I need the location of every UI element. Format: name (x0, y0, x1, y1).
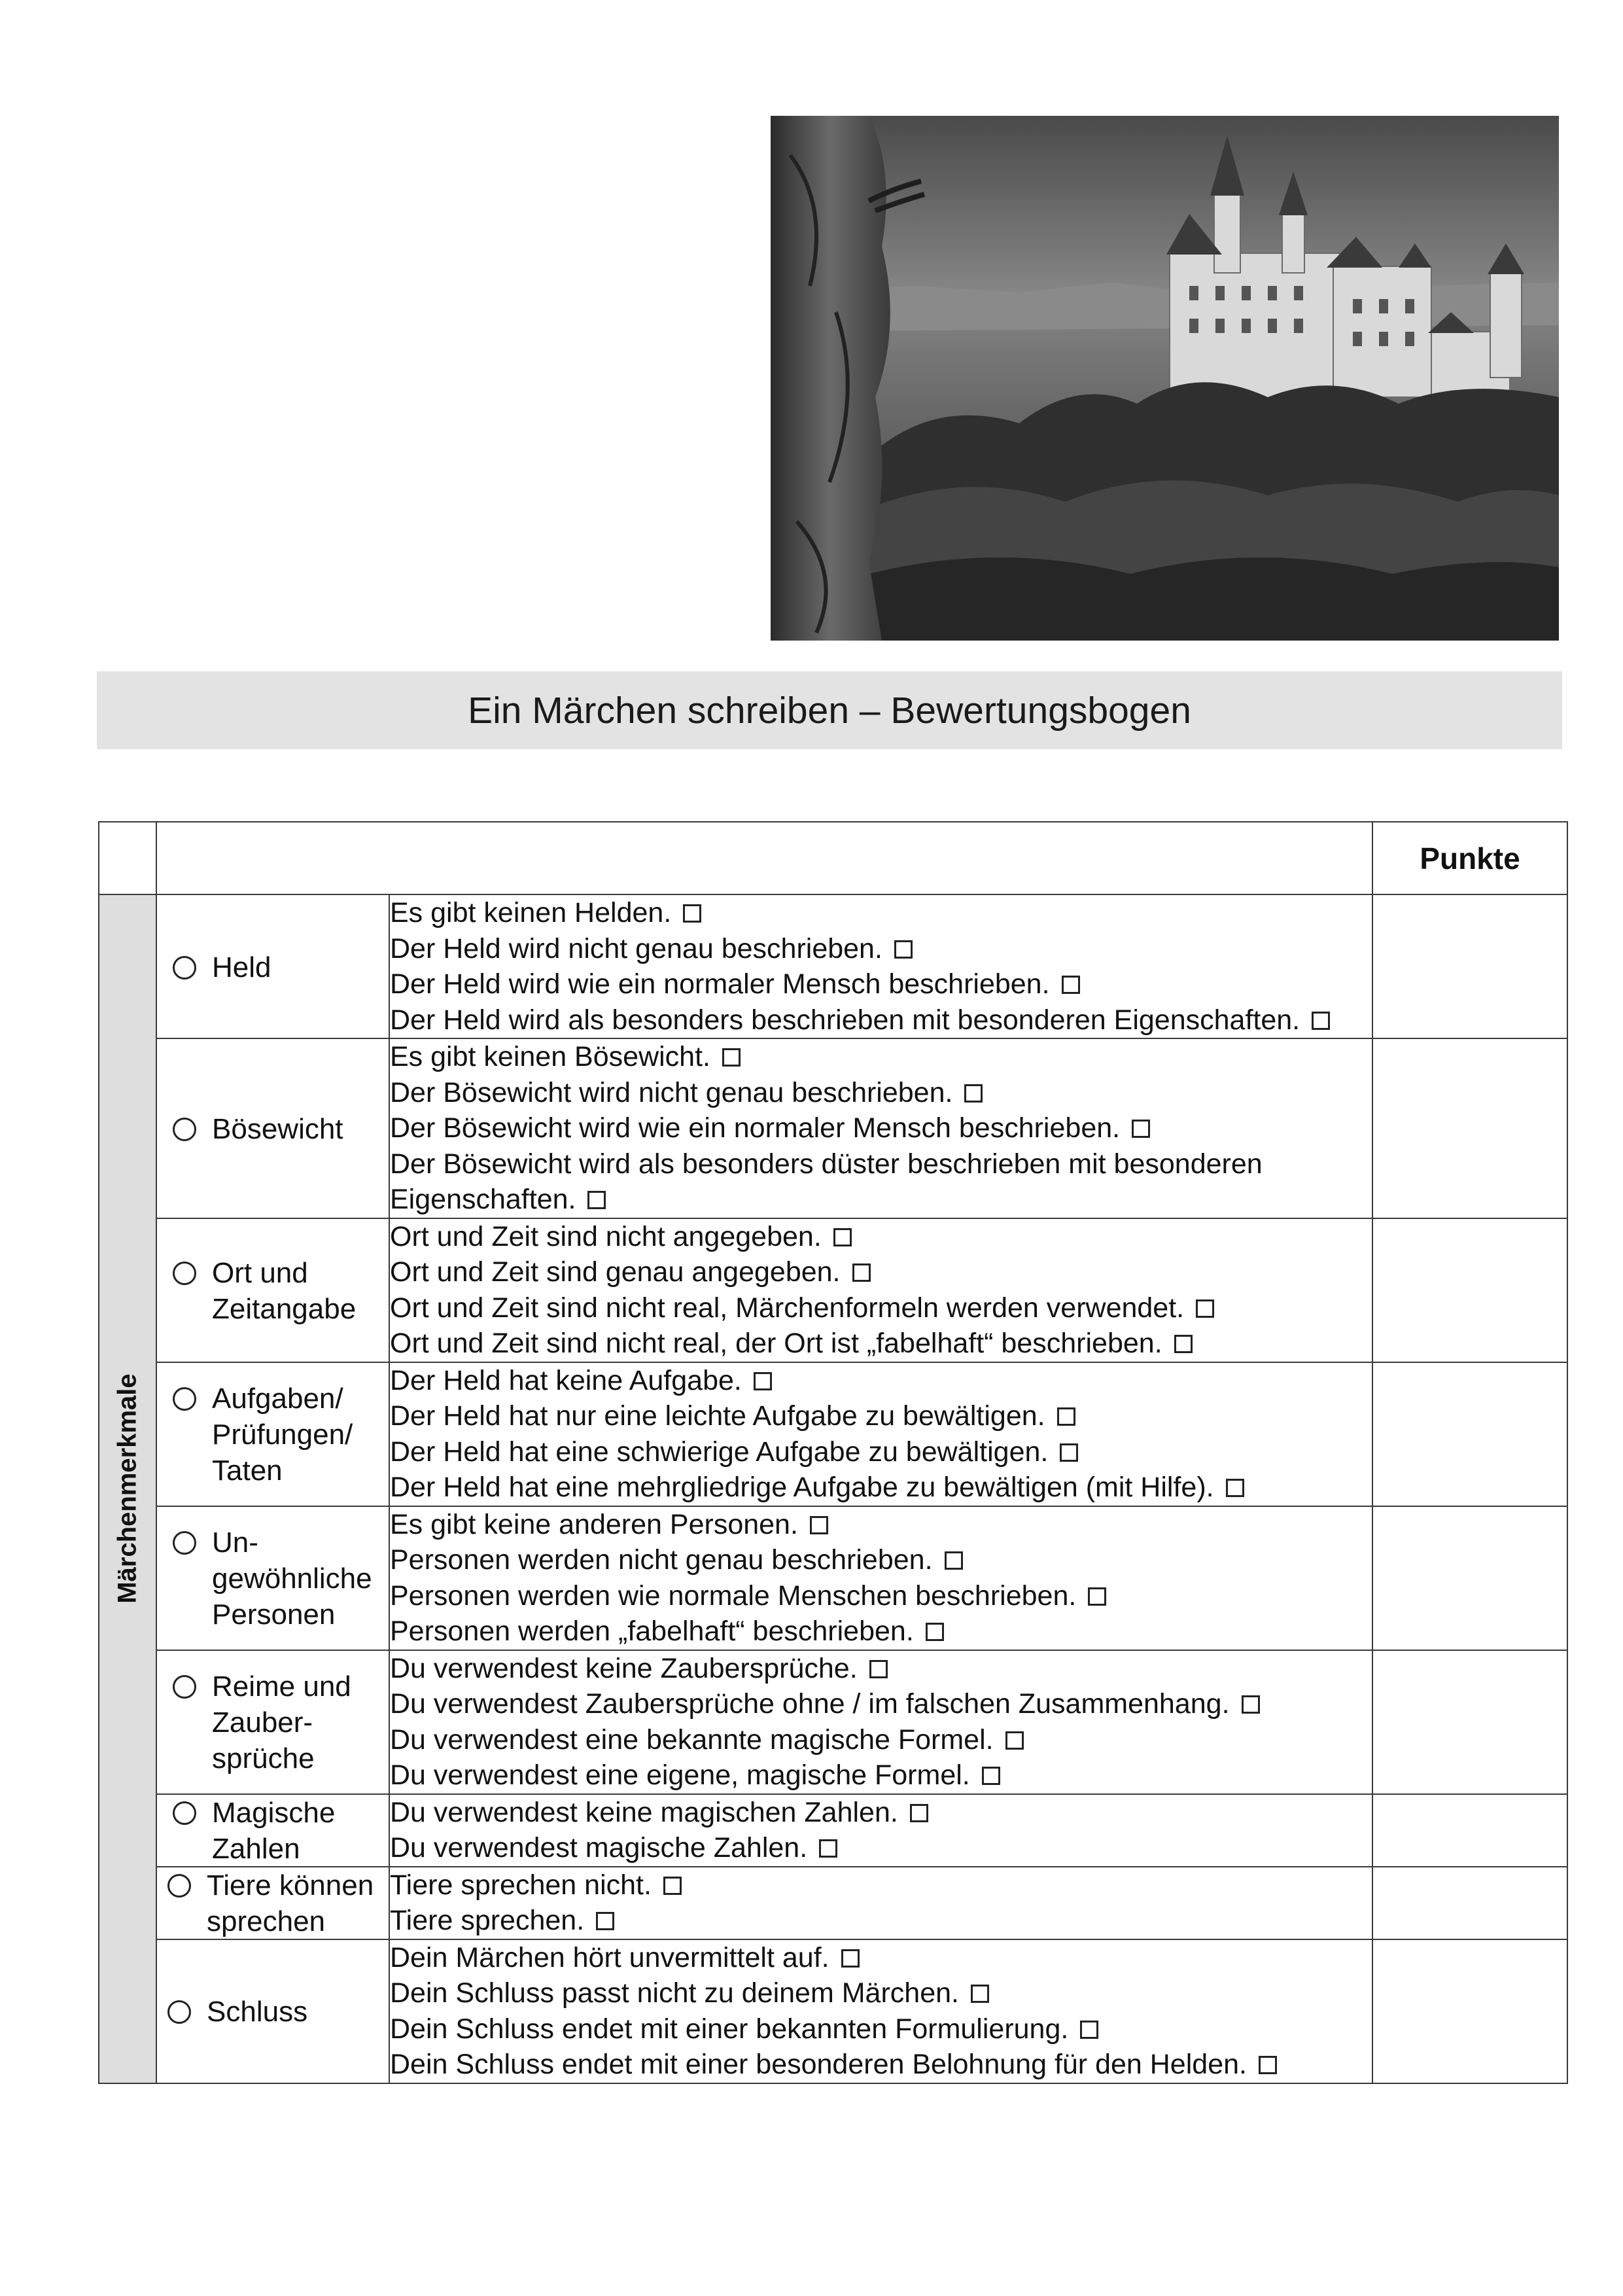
checkbox[interactable] (1057, 1407, 1075, 1426)
criterion-text: Der Held hat eine schwierige Aufgabe zu bewältigen. (390, 1436, 1049, 1468)
criteria-cell (389, 1506, 1372, 1650)
checkbox[interactable] (754, 1372, 772, 1390)
feature-label: Tiere können sprechen (207, 1869, 374, 1937)
checkbox[interactable] (1174, 1335, 1193, 1353)
feature-cell (156, 894, 389, 1038)
criterion-text: Ort und Zeit sind nicht real, Märchenformeln werden verwendet. (390, 1292, 1185, 1324)
feature-label: Held (212, 951, 271, 983)
criterion (390, 1507, 1372, 1543)
radio-circle[interactable] (173, 1675, 196, 1699)
criterion-text: Dein Schluss passt nicht zu deinem Märchen. (390, 1977, 959, 2009)
criterion (390, 1795, 1372, 1831)
points-cell[interactable] (1372, 1218, 1567, 1362)
checkbox[interactable] (1080, 2021, 1098, 2039)
criterion (390, 966, 1372, 1002)
criterion-text: Es gibt keinen Helden. (390, 897, 672, 928)
criterion (390, 1686, 1372, 1722)
checkbox[interactable] (945, 1551, 963, 1570)
criterion (390, 1940, 1372, 1976)
header-blank-cell (156, 822, 1372, 894)
checkbox[interactable] (910, 1804, 928, 1822)
side-category-label: Märchenmerkmale (113, 1373, 142, 1604)
checkbox[interactable] (663, 1877, 682, 1895)
criterion-text: Der Held hat keine Aufgabe. (390, 1364, 742, 1396)
checkbox[interactable] (722, 1048, 741, 1067)
criterion-text: Dein Märchen hört unvermittelt auf. (390, 1941, 829, 1973)
table-row (99, 1794, 1567, 1867)
title-bar (97, 671, 1562, 749)
table-header-row (99, 822, 1567, 894)
feature-cell (156, 1794, 389, 1867)
criterion (390, 1363, 1372, 1399)
checkbox[interactable] (1005, 1731, 1024, 1750)
feature-cell (156, 1218, 389, 1362)
page-title: Ein Märchen schreiben – Bewertungsbogen (468, 689, 1191, 732)
criteria-cell (389, 1650, 1372, 1794)
checkbox[interactable] (971, 1985, 989, 2003)
checkbox[interactable] (869, 1660, 888, 1678)
checkbox[interactable] (1062, 976, 1080, 994)
criterion-text: Es gibt keinen Bösewicht. (390, 1041, 710, 1072)
checkbox[interactable] (810, 1516, 828, 1534)
criterion (390, 1290, 1372, 1326)
checkbox[interactable] (1226, 1479, 1244, 1497)
criterion-text: Der Held wird nicht genau beschrieben. (390, 932, 882, 964)
criterion (390, 1254, 1372, 1290)
criterion-text: Tiere sprechen nicht. (390, 1869, 652, 1901)
criterion (390, 1975, 1372, 2011)
criterion-text: Tiere sprechen. (390, 1905, 585, 1936)
table-row (99, 894, 1567, 1038)
radio-circle[interactable] (167, 2000, 191, 2024)
checkbox[interactable] (926, 1623, 944, 1641)
feature-label: Un- gewöhnliche Personen (212, 1527, 372, 1631)
points-cell[interactable] (1372, 1794, 1567, 1867)
checkbox[interactable] (852, 1263, 871, 1282)
criterion-text: Personen werden nicht genau beschrieben. (390, 1544, 933, 1576)
criterion-text: Dein Schluss endet mit einer besonderen Belohnung für den Helden. (390, 2049, 1247, 2080)
checkbox[interactable] (894, 940, 913, 959)
checkbox[interactable] (841, 1949, 860, 1968)
criterion (390, 1903, 1372, 1939)
radio-circle[interactable] (173, 1387, 196, 1411)
radio-circle[interactable] (167, 1874, 191, 1898)
table-row (99, 1939, 1567, 2083)
points-cell[interactable] (1372, 1506, 1567, 1650)
checkbox[interactable] (1312, 1012, 1330, 1030)
criterion (390, 1039, 1372, 1075)
criterion-text: Ort und Zeit sind genau angegeben. (390, 1256, 841, 1288)
criterion-text: Der Held hat eine mehrgliedrige Aufgabe zu bewältigen (mit Hilfe). (390, 1472, 1214, 1503)
points-cell[interactable] (1372, 1939, 1567, 2083)
feature-label: Reime und Zauber- sprüche (212, 1670, 351, 1775)
criterion-text: Der Held hat nur eine leichte Aufgabe zu bewältigen. (390, 1400, 1045, 1432)
criterion-text: Du verwendest keine magischen Zahlen. (390, 1796, 898, 1828)
checkbox[interactable] (1132, 1120, 1150, 1138)
criterion (390, 1326, 1372, 1362)
criterion-text: Personen werden „fabelhaft“ beschrieben. (390, 1616, 914, 1647)
feature-cell (156, 1939, 389, 2083)
criteria-cell (389, 1867, 1372, 1939)
radio-circle[interactable] (173, 1531, 196, 1555)
feature-cell (156, 1506, 389, 1650)
checkbox[interactable] (683, 904, 701, 923)
criterion (390, 1075, 1372, 1111)
checkbox[interactable] (587, 1191, 606, 1209)
table-row (99, 1650, 1567, 1794)
criterion (390, 1470, 1372, 1506)
feature-label: Bösewicht (212, 1112, 343, 1145)
feature-label: Ort und Zeitangabe (212, 1256, 357, 1325)
checkbox[interactable] (1242, 1695, 1260, 1714)
feature-cell (156, 1038, 389, 1218)
checkbox[interactable] (1088, 1587, 1106, 1606)
criteria-cell (389, 1794, 1372, 1867)
feature-label: Aufgaben/ Prüfungen/ Taten (212, 1383, 353, 1487)
criterion (390, 2011, 1372, 2047)
feature-cell (156, 1650, 389, 1794)
criterion-text: Du verwendest keine Zaubersprüche. (390, 1652, 858, 1684)
points-cell[interactable] (1372, 894, 1567, 1038)
criterion-text: Der Bösewicht wird wie ein normaler Mensch beschrieben. (390, 1112, 1121, 1144)
criteria-cell (389, 1939, 1372, 2083)
table-row (99, 1038, 1567, 1218)
feature-cell (156, 1867, 389, 1939)
criterion-text: Der Bösewicht wird nicht genau beschrieben. (390, 1076, 953, 1108)
criterion (390, 1757, 1372, 1793)
criterion-text: Der Bösewicht wird als besonders düster beschrieben mit besonderen Eigenschaften. (390, 1148, 1263, 1215)
criterion-text: Personen werden wie normale Menschen beschrieben. (390, 1580, 1077, 1612)
criterion-text: Dein Schluss endet mit einer bekannten Formulierung. (390, 2013, 1069, 2045)
criterion (390, 1002, 1372, 1038)
criterion-text: Der Held wird wie ein normaler Mensch beschrieben. (390, 968, 1050, 1000)
criterion-text: Ort und Zeit sind nicht real, der Ort ist „fabelhaft“ beschrieben. (390, 1328, 1162, 1359)
criterion (390, 1830, 1372, 1866)
feature-label: Schluss (207, 1996, 308, 2028)
criterion (390, 2047, 1372, 2083)
checkbox[interactable] (982, 1767, 1000, 1785)
criterion-text: Du verwendest eine eigene, magische Formel. (390, 1759, 970, 1791)
table-row (99, 1218, 1567, 1362)
points-cell[interactable] (1372, 1867, 1567, 1939)
criterion-text: Du verwendest magische Zahlen. (390, 1832, 808, 1863)
points-cell[interactable] (1372, 1038, 1567, 1218)
rubric-table (98, 821, 1568, 2084)
criterion-text: Du verwendest Zaubersprüche ohne / im falschen Zusammenhang. (390, 1688, 1230, 1720)
points-cell[interactable] (1372, 1362, 1567, 1506)
radio-circle[interactable] (173, 1262, 196, 1285)
criteria-cell (389, 894, 1372, 1038)
feature-cell (156, 1362, 389, 1506)
criterion (390, 1722, 1372, 1758)
checkbox[interactable] (1196, 1299, 1214, 1318)
radio-circle[interactable] (173, 956, 196, 980)
castle-photo (771, 116, 1559, 641)
table-row (99, 1362, 1567, 1506)
checkbox[interactable] (596, 1912, 614, 1930)
criterion (390, 1867, 1372, 1903)
criterion (390, 1578, 1372, 1614)
radio-circle[interactable] (173, 1801, 196, 1825)
criterion-text: Du verwendest eine bekannte magische Formel. (390, 1723, 994, 1756)
checkbox[interactable] (1259, 2056, 1277, 2074)
criterion-text: Es gibt keine anderen Personen. (390, 1508, 798, 1540)
header-blank-cell (99, 822, 156, 894)
criterion (390, 1146, 1293, 1218)
criterion (390, 1434, 1372, 1470)
criterion (390, 1542, 1372, 1578)
criterion (390, 931, 1372, 967)
checkbox[interactable] (1060, 1443, 1078, 1462)
criterion (390, 1614, 1372, 1650)
table-row (99, 1506, 1567, 1650)
criterion (390, 1398, 1372, 1434)
feature-label: Magische Zahlen (212, 1797, 336, 1865)
checkbox[interactable] (833, 1228, 852, 1246)
table-row (99, 1867, 1567, 1939)
criterion (390, 895, 1372, 931)
criterion (390, 1651, 1372, 1687)
criteria-cell (389, 1038, 1372, 1218)
criterion (390, 1110, 1372, 1146)
criteria-cell (389, 1218, 1372, 1362)
criterion (390, 1219, 1372, 1255)
radio-circle[interactable] (173, 1118, 196, 1141)
points-cell[interactable] (1372, 1650, 1567, 1794)
checkbox[interactable] (819, 1839, 837, 1858)
points-header: Punkte (1372, 822, 1567, 894)
checkbox[interactable] (964, 1084, 983, 1103)
side-category-cell (99, 894, 156, 2083)
castle-photo-drawing (771, 116, 1559, 641)
criterion-text: Ort und Zeit sind nicht angegeben. (390, 1220, 822, 1252)
criterion-text: Der Held wird als besonders beschrieben mit besonderen Eigenschaften. (390, 1004, 1300, 1036)
criteria-cell (389, 1362, 1372, 1506)
